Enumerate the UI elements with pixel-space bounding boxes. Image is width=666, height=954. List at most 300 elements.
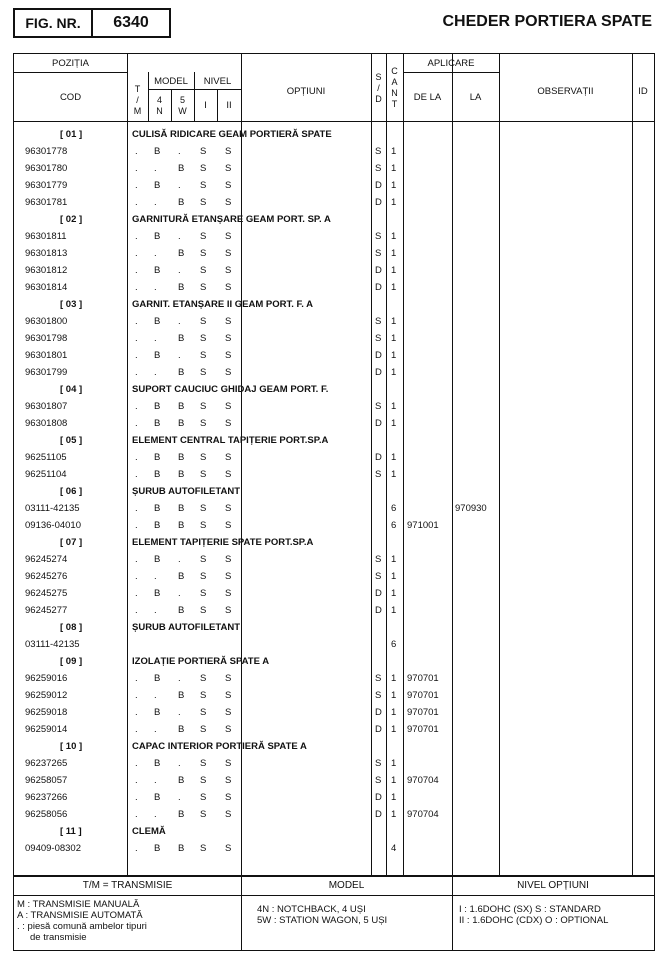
nivel-ii-cell: S — [225, 673, 232, 684]
side-cell: D — [375, 588, 382, 599]
table-row — [14, 416, 654, 433]
legend-model-line: 4N : NOTCHBACK, 4 UȘI — [257, 904, 366, 915]
part-code: 96301801 — [25, 350, 68, 361]
group-title: ELEMENT CENTRAL TAPIȚERIE PORT.SP.A — [132, 435, 329, 446]
model-5w-cell: B — [178, 809, 185, 820]
quantity-cell: 4 — [391, 843, 397, 854]
table-row — [14, 569, 654, 586]
model-5w-cell: B — [178, 724, 185, 735]
nivel-i-cell: S — [200, 724, 207, 735]
group-title: ȘURUB AUTOFILETANT — [132, 486, 241, 497]
quantity-cell: 1 — [391, 554, 397, 565]
table-row — [14, 161, 654, 178]
part-code: 96301779 — [25, 180, 68, 191]
transmission-cell: . — [135, 554, 138, 565]
quantity-cell: 1 — [391, 673, 397, 684]
legend-model-title: MODEL — [328, 880, 365, 891]
group-header-row — [14, 739, 654, 756]
part-code: 96245276 — [25, 571, 68, 582]
table-row — [14, 773, 654, 790]
legend-nivel-line: II : 1.6DOHC (CDX) O : OPTIONAL — [459, 915, 609, 926]
model-5w-cell: B — [178, 520, 185, 531]
part-code: 96245277 — [25, 605, 68, 616]
side-cell: D — [375, 350, 382, 361]
transmission-cell: . — [135, 401, 138, 412]
side-cell: S — [375, 673, 382, 684]
la-header: LA — [469, 92, 482, 103]
parts-table — [13, 53, 655, 876]
group-header-row — [14, 297, 654, 314]
transmission-cell: . — [135, 333, 138, 344]
model-4n-cell: B — [154, 554, 161, 565]
side-cell: D — [375, 792, 382, 803]
nivel-ii-cell: S — [225, 758, 232, 769]
nivel-ii-cell: S — [225, 503, 232, 514]
transmission-cell: . — [135, 843, 138, 854]
model-5w-cell: . — [178, 588, 181, 599]
group-title: CLEMĂ — [132, 826, 166, 837]
side-cell: D — [375, 282, 382, 293]
quantity-cell: 6 — [391, 503, 397, 514]
transmission-cell: . — [135, 724, 138, 735]
group-number: [ 07 ] — [60, 537, 83, 548]
model-4n-cell: . — [154, 775, 157, 786]
quantity-cell: 1 — [391, 469, 397, 480]
table-row — [14, 280, 654, 297]
model-4n-cell: . — [154, 197, 157, 208]
group-number: [ 06 ] — [60, 486, 83, 497]
legend-tm-line: M : TRANSMISIE MANUALĂ — [17, 899, 140, 910]
transmission-cell: . — [135, 350, 138, 361]
nivel-i-cell: S — [200, 163, 207, 174]
transmission-cell: . — [135, 775, 138, 786]
model-5w-cell: . — [178, 554, 181, 565]
part-code: 96259016 — [25, 673, 68, 684]
nivel-ii-cell: S — [225, 367, 232, 378]
model-5w-cell: B — [178, 469, 185, 480]
part-code: 96259018 — [25, 707, 68, 718]
quantity-cell: 1 — [391, 775, 397, 786]
applies-from-cell: 970704 — [407, 775, 439, 786]
cod-header: COD — [59, 92, 82, 103]
model-4n-cell: . — [154, 367, 157, 378]
model-4n-cell: B — [154, 350, 161, 361]
optiuni-header: OPȚIUNI — [286, 86, 326, 97]
nivel-i-cell: S — [200, 180, 207, 191]
nivel-ii-cell: S — [225, 571, 232, 582]
applies-from-cell: 970704 — [407, 809, 439, 820]
pozitia-header: POZIȚIA — [52, 58, 89, 69]
nivel-i-cell: S — [200, 605, 207, 616]
tm-header: T / M — [133, 84, 142, 116]
nivel-i-cell: S — [200, 146, 207, 157]
model-5w-cell: B — [178, 248, 185, 259]
model-5w-cell: B — [178, 367, 185, 378]
applies-from-cell: 970701 — [407, 690, 439, 701]
group-title: GARNITURĂ ETANȘARE GEAM PORT. SP. A — [132, 214, 331, 225]
model-4n-cell: B — [154, 673, 161, 684]
quantity-cell: 1 — [391, 588, 397, 599]
table-row — [14, 263, 654, 280]
legend-tm-title: T/M = TRANSMISIE — [82, 880, 173, 891]
applies-from-cell: 971001 — [407, 520, 439, 531]
group-header-row — [14, 654, 654, 671]
part-code: 96301807 — [25, 401, 68, 412]
side-cell: S — [375, 146, 382, 157]
table-row — [14, 178, 654, 195]
figure-number: 6340 — [113, 14, 149, 31]
legend-tm-line: de transmisie — [30, 932, 87, 943]
model-4n-cell: . — [154, 605, 157, 616]
quantity-cell: 1 — [391, 265, 397, 276]
transmission-cell: . — [135, 792, 138, 803]
nivel-ii-cell: S — [225, 775, 232, 786]
nivel-i-cell: S — [200, 452, 207, 463]
table-row — [14, 637, 654, 654]
model-4n-header: 4 N — [156, 95, 163, 116]
model-4n-cell: B — [154, 792, 161, 803]
nivel-i-cell: S — [200, 333, 207, 344]
side-cell: D — [375, 367, 382, 378]
figure-label: FIG. NR. — [15, 10, 93, 36]
side-cell: D — [375, 265, 382, 276]
table-row — [14, 144, 654, 161]
model-5w-cell: . — [178, 673, 181, 684]
quantity-cell: 1 — [391, 809, 397, 820]
quantity-cell: 1 — [391, 197, 397, 208]
part-code: 09409-08302 — [25, 843, 81, 854]
model-5w-cell: B — [178, 605, 185, 616]
model-header: MODEL — [154, 76, 188, 87]
nivel-i-cell: S — [200, 843, 207, 854]
transmission-cell: . — [135, 503, 138, 514]
side-cell: D — [375, 809, 382, 820]
table-row — [14, 399, 654, 416]
quantity-cell: 6 — [391, 639, 397, 650]
model-4n-cell: B — [154, 418, 161, 429]
table-row — [14, 790, 654, 807]
group-header-row — [14, 484, 654, 501]
group-number: [ 09 ] — [60, 656, 83, 667]
nivel-ii-cell: S — [225, 520, 232, 531]
group-header-row — [14, 535, 654, 552]
group-title: SUPORT CAUCIUC GHIDAJ GEAM PORT. F. — [132, 384, 329, 395]
nivel-ii-cell: S — [225, 724, 232, 735]
part-code: 96258056 — [25, 809, 68, 820]
part-code: 96301798 — [25, 333, 68, 344]
side-cell: S — [375, 163, 382, 174]
nivel-i-cell: S — [200, 775, 207, 786]
group-title: CAPAC INTERIOR PORTIERĂ SPATE A — [132, 741, 307, 752]
nivel-i-cell: S — [200, 758, 207, 769]
nivel-i-cell: S — [200, 418, 207, 429]
table-row — [14, 501, 654, 518]
transmission-cell: . — [135, 690, 138, 701]
nivel-ii-cell: S — [225, 690, 232, 701]
part-code: 96237265 — [25, 758, 68, 769]
table-row — [14, 671, 654, 688]
transmission-cell: . — [135, 452, 138, 463]
nivel-i-cell: S — [200, 197, 207, 208]
table-row — [14, 807, 654, 824]
nivel-ii-cell: S — [225, 333, 232, 344]
legend-nivel-line: I : 1.6DOHC (SX) S : STANDARD — [459, 904, 601, 915]
nivel-i-cell: S — [200, 401, 207, 412]
model-4n-cell: . — [154, 809, 157, 820]
side-cell: S — [375, 775, 382, 786]
legend-tm-line: . : piesă comună ambelor tipuri — [17, 921, 147, 932]
side-cell: D — [375, 605, 382, 616]
table-row — [14, 518, 654, 535]
cant-header: C A N T — [391, 66, 398, 109]
model-5w-cell: . — [178, 180, 181, 191]
model-5w-cell: . — [178, 316, 181, 327]
table-row — [14, 365, 654, 382]
model-5w-cell: B — [178, 282, 185, 293]
nivel-ii-cell: S — [225, 197, 232, 208]
table-row — [14, 552, 654, 569]
transmission-cell: . — [135, 673, 138, 684]
model-4n-cell: B — [154, 758, 161, 769]
transmission-cell: . — [135, 180, 138, 191]
model-4n-cell: B — [154, 231, 161, 242]
side-cell: S — [375, 690, 382, 701]
transmission-cell: . — [135, 146, 138, 157]
model-5w-cell: . — [178, 146, 181, 157]
table-row — [14, 246, 654, 263]
nivel-i-cell: S — [200, 316, 207, 327]
table-row — [14, 705, 654, 722]
table-row — [14, 195, 654, 212]
nivel-i-cell: S — [200, 520, 207, 531]
nivel-i-cell: S — [200, 673, 207, 684]
quantity-cell: 1 — [391, 248, 397, 259]
model-4n-cell: B — [154, 452, 161, 463]
group-number: [ 02 ] — [60, 214, 83, 225]
model-4n-cell: B — [154, 146, 161, 157]
transmission-cell: . — [135, 758, 138, 769]
part-code: 96301813 — [25, 248, 68, 259]
model-5w-cell: . — [178, 231, 181, 242]
model-4n-cell: . — [154, 571, 157, 582]
quantity-cell: 1 — [391, 605, 397, 616]
nivel-i-cell: S — [200, 588, 207, 599]
model-5w-cell: B — [178, 452, 185, 463]
side-cell: S — [375, 333, 382, 344]
model-4n-cell: B — [154, 503, 161, 514]
model-5w-cell: B — [178, 163, 185, 174]
transmission-cell: . — [135, 197, 138, 208]
quantity-cell: 1 — [391, 333, 397, 344]
table-row — [14, 603, 654, 620]
quantity-cell: 1 — [391, 418, 397, 429]
part-code: 96251105 — [25, 452, 67, 463]
transmission-cell: . — [135, 571, 138, 582]
model-4n-cell: B — [154, 843, 161, 854]
model-4n-cell: B — [154, 401, 161, 412]
nivel-i-cell: S — [200, 469, 207, 480]
nivel-ii-cell: S — [225, 469, 232, 480]
side-cell: D — [375, 180, 382, 191]
nivel-header: NIVEL — [203, 76, 232, 87]
transmission-cell: . — [135, 707, 138, 718]
model-5w-cell: B — [178, 690, 185, 701]
side-cell: S — [375, 401, 382, 412]
group-title: GARNIT. ETANȘARE II GEAM PORT. F. A — [132, 299, 314, 310]
model-5w-cell: B — [178, 197, 185, 208]
part-code: 96245275 — [25, 588, 68, 599]
nivel-i-cell: S — [200, 282, 207, 293]
side-cell: D — [375, 707, 382, 718]
group-header-row — [14, 127, 654, 144]
part-code: 03111-42135 — [25, 639, 80, 650]
quantity-cell: 1 — [391, 282, 397, 293]
quantity-cell: 1 — [391, 690, 397, 701]
nivel-i-cell: S — [200, 707, 207, 718]
model-5w-cell: . — [178, 758, 181, 769]
nivel-ii-cell: S — [225, 180, 232, 191]
model-4n-cell: . — [154, 163, 157, 174]
nivel-ii-cell: S — [225, 554, 232, 565]
legend-tm-line: A : TRANSMISIE AUTOMATĂ — [17, 910, 143, 921]
table-row — [14, 722, 654, 739]
nivel-ii-cell: S — [225, 316, 232, 327]
model-5w-cell: B — [178, 503, 185, 514]
nivel-ii-cell: S — [225, 265, 232, 276]
figure-number-box — [13, 8, 171, 38]
part-code: 96301800 — [25, 316, 68, 327]
part-code: 96245274 — [25, 554, 68, 565]
page-title: CHEDER PORTIERA SPATE — [442, 13, 652, 30]
nivel-ii-cell: S — [225, 282, 232, 293]
model-5w-cell: . — [178, 350, 181, 361]
model-4n-cell: . — [154, 282, 157, 293]
part-code: 96251104 — [25, 469, 67, 480]
side-cell: S — [375, 469, 382, 480]
nivel-ii-cell: S — [225, 843, 232, 854]
applies-to-cell: 970930 — [455, 503, 487, 514]
transmission-cell: . — [135, 469, 138, 480]
group-number: [ 03 ] — [60, 299, 83, 310]
nivel-i-cell: S — [200, 503, 207, 514]
group-number: [ 08 ] — [60, 622, 83, 633]
group-title: IZOLAȚIE PORTIERĂ SPATE A — [132, 656, 270, 667]
quantity-cell: 1 — [391, 707, 397, 718]
group-number: [ 10 ] — [60, 741, 83, 752]
transmission-cell: . — [135, 418, 138, 429]
table-row — [14, 229, 654, 246]
side-cell: D — [375, 724, 382, 735]
nivel-ii-cell: S — [225, 809, 232, 820]
nivel-ii-cell: S — [225, 163, 232, 174]
sd-header: S / D — [375, 72, 382, 104]
transmission-cell: . — [135, 316, 138, 327]
side-cell: S — [375, 758, 382, 769]
group-header-row — [14, 212, 654, 229]
transmission-cell: . — [135, 163, 138, 174]
part-code: 96301808 — [25, 418, 68, 429]
side-cell: S — [375, 571, 382, 582]
nivel-i-cell: S — [200, 792, 207, 803]
applies-from-cell: 970701 — [407, 707, 439, 718]
transmission-cell: . — [135, 282, 138, 293]
nivel-i-cell: S — [200, 350, 207, 361]
model-4n-cell: B — [154, 265, 161, 276]
transmission-cell: . — [135, 248, 138, 259]
part-code: 03111-42135 — [25, 503, 80, 514]
nivel-ii-header: II — [226, 100, 232, 111]
group-header-row — [14, 620, 654, 637]
part-code: 96301780 — [25, 163, 68, 174]
model-4n-cell: B — [154, 180, 161, 191]
nivel-i-cell: S — [200, 571, 207, 582]
nivel-i-cell: S — [200, 690, 207, 701]
table-row — [14, 841, 654, 858]
quantity-cell: 1 — [391, 792, 397, 803]
part-code: 96259012 — [25, 690, 68, 701]
model-4n-cell: . — [154, 724, 157, 735]
table-row — [14, 331, 654, 348]
model-5w-cell: B — [178, 775, 185, 786]
transmission-cell: . — [135, 605, 138, 616]
side-cell: S — [375, 316, 382, 327]
nivel-ii-cell: S — [225, 231, 232, 242]
model-5w-cell: B — [178, 401, 185, 412]
table-row — [14, 756, 654, 773]
part-code: 96301814 — [25, 282, 68, 293]
part-code: 09136-04010 — [25, 520, 81, 531]
side-cell: D — [375, 418, 382, 429]
model-5w-cell: B — [178, 571, 185, 582]
model-5w-cell: B — [178, 843, 185, 854]
applies-from-cell: 970701 — [407, 724, 439, 735]
transmission-cell: . — [135, 520, 138, 531]
table-row — [14, 348, 654, 365]
part-code: 96301811 — [25, 231, 67, 242]
group-header-row — [14, 382, 654, 399]
side-cell: D — [375, 452, 382, 463]
part-code: 96258057 — [25, 775, 68, 786]
table-row — [14, 688, 654, 705]
group-header-row — [14, 433, 654, 450]
nivel-ii-cell: S — [225, 248, 232, 259]
part-code: 96301778 — [25, 146, 68, 157]
model-5w-cell: . — [178, 792, 181, 803]
model-4n-cell: . — [154, 690, 157, 701]
transmission-cell: . — [135, 367, 138, 378]
side-cell: D — [375, 197, 382, 208]
transmission-cell: . — [135, 231, 138, 242]
group-number: [ 05 ] — [60, 435, 83, 446]
part-code: 96301812 — [25, 265, 68, 276]
legend-footer — [13, 876, 655, 951]
table-row — [14, 314, 654, 331]
legend-nivel-title: NIVEL OPȚIUNI — [517, 880, 589, 891]
group-title: ȘURUB AUTOFILETANT — [132, 622, 241, 633]
quantity-cell: 1 — [391, 163, 397, 174]
transmission-cell: . — [135, 809, 138, 820]
nivel-i-cell: S — [200, 367, 207, 378]
nivel-ii-cell: S — [225, 418, 232, 429]
group-number: [ 11 ] — [60, 826, 82, 837]
part-code: 96237266 — [25, 792, 68, 803]
quantity-cell: 1 — [391, 401, 397, 412]
nivel-ii-cell: S — [225, 605, 232, 616]
model-4n-cell: B — [154, 707, 161, 718]
table-row — [14, 450, 654, 467]
group-number: [ 01 ] — [60, 129, 83, 140]
quantity-cell: 1 — [391, 452, 397, 463]
